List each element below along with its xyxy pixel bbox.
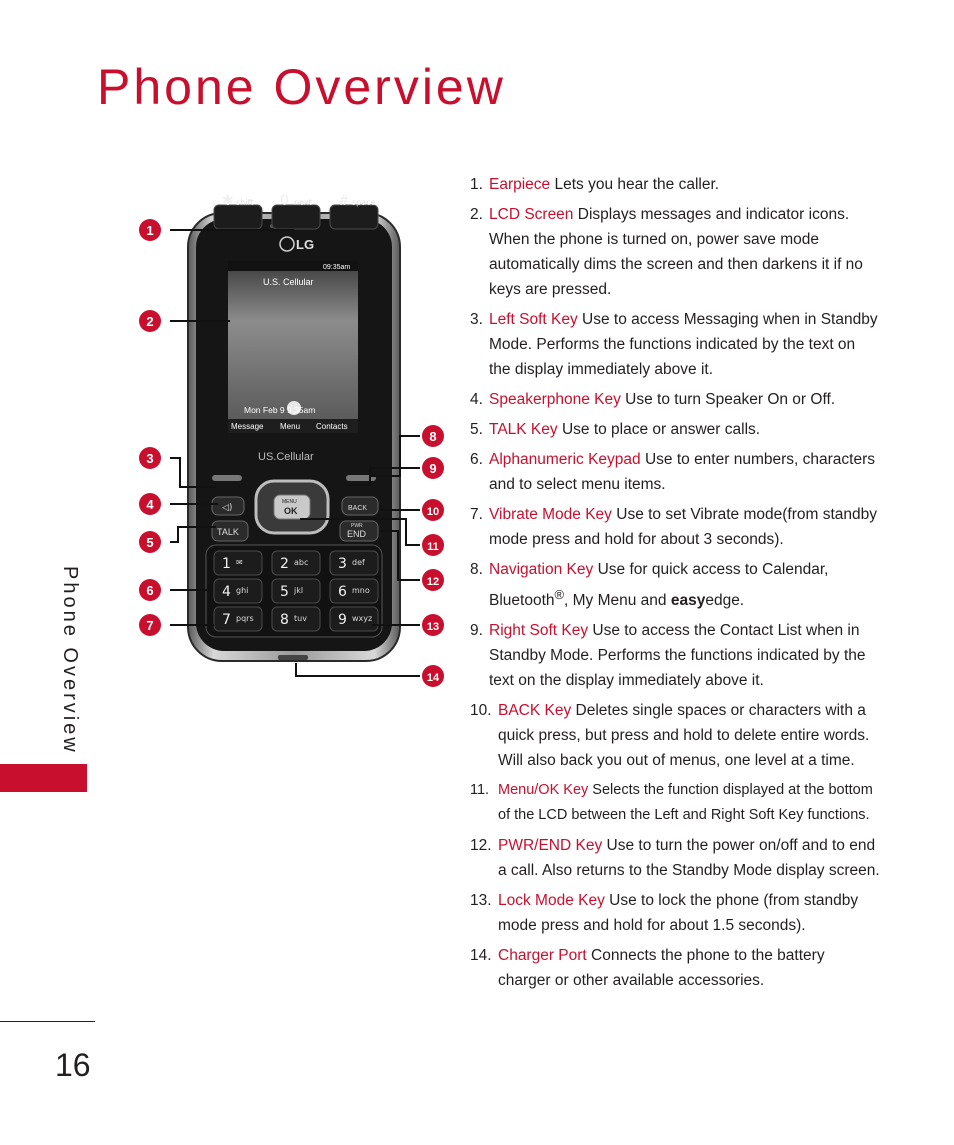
callout-number: 7 xyxy=(146,618,154,633)
list-item xyxy=(470,698,880,773)
pwr-end-key[interactable] xyxy=(340,521,378,541)
callout-badge xyxy=(422,569,444,591)
item-key-name: BACK Key xyxy=(498,702,572,720)
list-item xyxy=(470,778,880,828)
callout-badge xyxy=(422,534,444,556)
keypad-key-letters: ghi xyxy=(236,586,249,595)
item-number: 14. xyxy=(470,947,492,965)
keypad-key-number: 9 xyxy=(338,612,347,628)
carrier-logo: US.Cellular xyxy=(258,451,314,463)
keypad-key-number: 5 xyxy=(280,584,289,600)
item-number: 4. xyxy=(470,391,483,408)
keypad-key-letters: abc xyxy=(294,558,309,567)
easyedge-brand: easy xyxy=(670,592,706,610)
keypad-key-letters: mno xyxy=(352,586,370,595)
list-item xyxy=(470,447,880,497)
keypad-key-number: 2 xyxy=(280,556,289,572)
menu-ok-key[interactable] xyxy=(274,495,310,519)
callout-badge xyxy=(139,219,161,241)
keypad-key[interactable] xyxy=(330,607,378,631)
keypad-key[interactable] xyxy=(272,579,320,603)
callout-number: 14 xyxy=(426,672,440,684)
phone-diagram xyxy=(130,193,450,690)
list-item xyxy=(470,202,880,302)
item-description: Use to enter numbers, characters and to select menu items. xyxy=(489,451,875,493)
callout-number: 6 xyxy=(146,583,154,598)
item-description: Selects the function displayed at the bottom of the LCD between the Left and Right Soft Key functions. xyxy=(498,782,873,824)
page-number: 16 xyxy=(55,1047,91,1083)
page-number-rule xyxy=(0,1021,95,1022)
svg-text:END: END xyxy=(347,529,367,539)
item-description: Use for quick access to Calendar, Bluetooth xyxy=(489,561,829,610)
item-description: Use to turn the power on/off and to end a call. Also returns to the Standby Mode display screen. xyxy=(498,837,880,880)
keypad-key[interactable] xyxy=(330,579,378,603)
svg-text:09:35am: 09:35am xyxy=(323,264,351,271)
callout-number: 12 xyxy=(426,576,440,588)
callout-number: 8 xyxy=(429,429,437,444)
keypad-key-number: ✱ xyxy=(222,193,234,209)
list-item xyxy=(470,557,880,613)
keypad-key[interactable] xyxy=(214,193,262,229)
item-key-name: Speakerphone Key xyxy=(489,391,621,408)
item-key-name: Alphanumeric Keypad xyxy=(489,451,641,468)
keypad-key-letters: next xyxy=(294,198,312,207)
item-number: 7. xyxy=(470,506,483,523)
item-key-name: Navigation Key xyxy=(489,561,594,578)
item-number: 1. xyxy=(470,176,483,193)
item-description: Use to turn Speaker On or Off. xyxy=(620,391,836,408)
callout-badge xyxy=(422,665,444,687)
page-title: Phone Overview xyxy=(97,59,506,115)
callout-badge xyxy=(422,614,444,636)
svg-text:TALK: TALK xyxy=(217,527,239,537)
keypad-key-number: 3 xyxy=(338,556,347,572)
keypad-key-number: 1 xyxy=(222,556,231,572)
item-key-name: TALK Key xyxy=(489,421,558,438)
keypad-key-letters: ✉ xyxy=(236,558,243,567)
callout-badge xyxy=(139,531,161,553)
item-number: 2. xyxy=(470,206,483,223)
side-section-label-text: Phone Overview xyxy=(59,566,81,755)
keypad-key-number: 0 xyxy=(280,193,289,209)
item-key-name: Vibrate Mode Key xyxy=(489,506,612,523)
callout-badge xyxy=(139,614,161,636)
item-number: 6. xyxy=(470,451,483,468)
item-number: 13. xyxy=(470,892,492,910)
talk-key[interactable] xyxy=(212,521,248,541)
item-description-cont: , My Menu and xyxy=(564,592,671,610)
back-key[interactable] xyxy=(342,497,378,515)
callout-number: 11 xyxy=(427,541,439,553)
svg-text:BACK: BACK xyxy=(348,505,368,512)
keypad-key[interactable] xyxy=(214,607,262,631)
callout-badge xyxy=(139,310,161,332)
keypad-key-letters: pqrs xyxy=(236,614,254,623)
list-item xyxy=(470,888,880,938)
callout-badge xyxy=(422,499,444,521)
keypad-key[interactable] xyxy=(214,579,262,603)
callout-badge xyxy=(422,457,444,479)
item-key-name: Right Soft Key xyxy=(489,622,589,640)
keypad-key[interactable] xyxy=(330,551,378,575)
item-number: 11. xyxy=(470,782,490,799)
callout-number: 13 xyxy=(426,621,440,633)
svg-text:Message: Message xyxy=(231,422,264,431)
callout-number: 10 xyxy=(426,506,440,518)
item-number: 10. xyxy=(470,702,492,720)
registered-mark: ® xyxy=(554,587,565,602)
svg-text:OK: OK xyxy=(284,506,298,516)
svg-text:U.S. Cellular: U.S. Cellular xyxy=(263,277,314,287)
lcd-screen xyxy=(228,261,358,433)
section-tab-marker xyxy=(0,764,87,792)
svg-text:Menu: Menu xyxy=(280,422,301,431)
item-description: Use to access Messaging when in Standby Mode. Performs the functions indicated by the text on the display immediately above it. xyxy=(489,311,878,378)
item-key-name: LCD Screen xyxy=(489,206,574,223)
speakerphone-key[interactable] xyxy=(212,497,244,515)
keypad-key-letters: jkl xyxy=(294,586,304,595)
keypad-key-letters: def xyxy=(352,558,365,567)
keypad-key-number: 7 xyxy=(222,612,231,628)
item-number: 3. xyxy=(470,311,483,328)
list-item xyxy=(470,172,880,197)
keypad-key-letters: wxyz xyxy=(352,614,373,623)
keypad-key-letters: shift xyxy=(236,198,254,207)
description-list xyxy=(470,172,880,998)
keypad-key[interactable] xyxy=(272,193,320,229)
svg-text:Contacts: Contacts xyxy=(316,422,348,431)
list-item xyxy=(470,502,880,552)
item-description: Use to lock the phone (from standby mode press and hold for about 1.5 seconds). xyxy=(498,892,859,935)
item-key-name: Left Soft Key xyxy=(489,311,578,328)
svg-text:Mon Feb 9 9:35am: Mon Feb 9 9:35am xyxy=(244,405,316,415)
charger-port xyxy=(278,655,308,660)
keypad-key-letters: tuv xyxy=(294,614,307,623)
list-item xyxy=(470,387,880,412)
keypad-key[interactable] xyxy=(214,551,262,575)
item-key-name: Charger Port xyxy=(498,947,587,965)
keypad-key[interactable] xyxy=(272,607,320,631)
keypad-key-number: 6 xyxy=(338,584,347,600)
item-description: Use to place or answer calls. xyxy=(557,421,761,438)
item-number: 5. xyxy=(470,421,483,438)
side-section-label xyxy=(47,566,87,756)
callout-number: 3 xyxy=(146,451,154,466)
item-number: 8. xyxy=(470,561,483,578)
item-key-name: PWR/END Key xyxy=(498,837,603,855)
keypad-key-letters: space xyxy=(352,198,376,207)
keypad-key[interactable] xyxy=(330,193,378,229)
left-soft-key[interactable] xyxy=(212,475,242,481)
callout-badge xyxy=(422,425,444,447)
item-number: 12. xyxy=(470,837,492,855)
callout-badge xyxy=(139,447,161,469)
item-key-name: Menu/OK Key xyxy=(498,782,589,799)
svg-text:LG: LG xyxy=(296,237,315,252)
svg-text:◁): ◁) xyxy=(222,503,233,513)
callout-number: 5 xyxy=(146,535,154,550)
item-description: Use to access the Contact List when in Standby Mode. Performs the functions indicated by the text on the display immediately above it. xyxy=(489,622,866,690)
item-description: Use to set Vibrate mode(from standby mode press and hold for about 3 seconds). xyxy=(489,506,877,548)
svg-text:MENU: MENU xyxy=(282,499,297,505)
list-item xyxy=(470,307,880,382)
list-item xyxy=(470,833,880,883)
callout-badge xyxy=(139,579,161,601)
keypad-key-number: # xyxy=(338,193,350,209)
keypad-key-number: 4 xyxy=(222,584,231,600)
item-description: Displays messages and indicator icons. When the phone is turned on, power save mode automatically dims the screen and then darkens it if no keys are pressed. xyxy=(489,206,863,298)
callout-number: 9 xyxy=(429,461,437,476)
item-description: Deletes single spaces or characters with a quick press, but press and hold to delete entire words. Will also back you out of menus, one level at a time. xyxy=(498,702,870,770)
list-item xyxy=(470,618,880,693)
list-item xyxy=(470,417,880,442)
item-description-end: edge. xyxy=(705,592,745,610)
callout-number: 4 xyxy=(146,497,154,512)
svg-text:PWR: PWR xyxy=(351,523,363,529)
item-description: Lets you hear the caller. xyxy=(550,176,720,193)
keypad-key-number: 8 xyxy=(280,612,289,628)
item-number: 9. xyxy=(470,622,483,640)
item-key-name: Lock Mode Key xyxy=(498,892,605,910)
item-key-name: Earpiece xyxy=(489,176,551,193)
callout-number: 2 xyxy=(146,314,154,329)
callout-number: 1 xyxy=(146,223,154,238)
keypad-key[interactable] xyxy=(272,551,320,575)
list-item xyxy=(470,943,880,993)
callout-badge xyxy=(139,493,161,515)
item-description: Connects the phone to the battery charger or other available accessories. xyxy=(498,947,825,990)
